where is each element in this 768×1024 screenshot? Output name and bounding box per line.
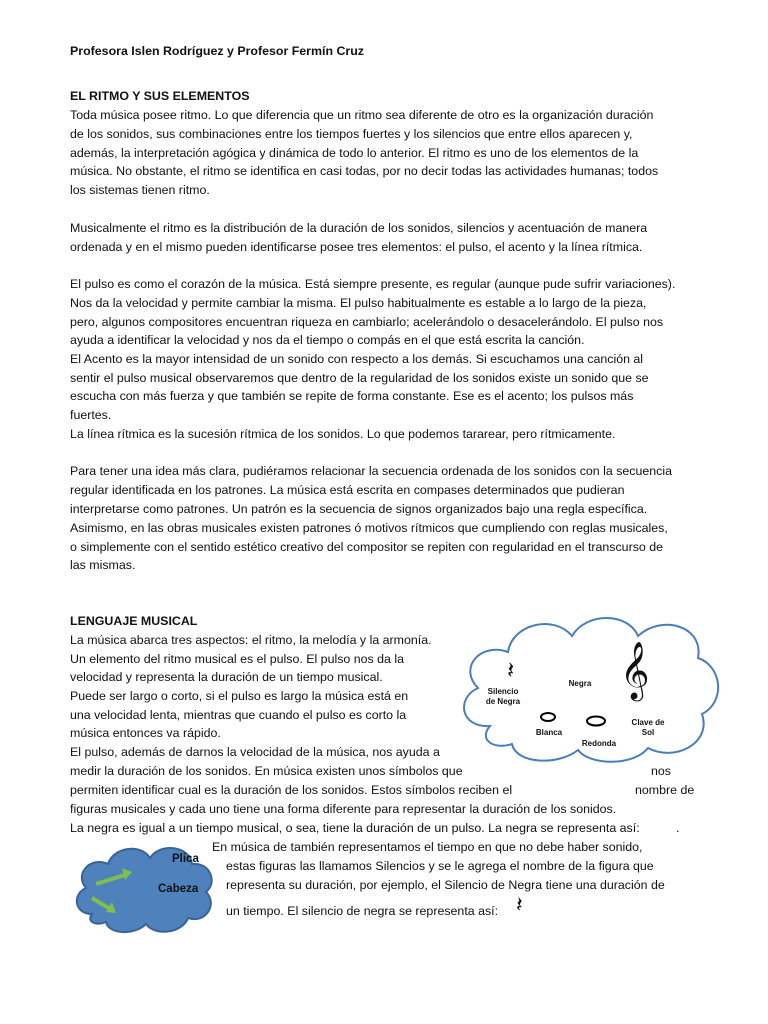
negra-label: Negra [568, 679, 592, 688]
section-title: LENGUAJE MUSICAL [70, 614, 198, 628]
quarter-rest-icon: 𝄽 [516, 893, 523, 918]
half-note-icon [584, 714, 608, 728]
paragraph-line: figuras musicales y cada uno tiene una forma diferente para representar la duración de los sonidos. [70, 802, 617, 816]
paragraph-line: La línea rítmica es la sucesión rítmica de los sonidos. Lo que podemos tararear, pero rítmicamente. [70, 427, 616, 441]
paragraph-line: permiten identificar cual es la duración de los sonidos. Estos símbolos reciben el [70, 783, 513, 797]
section-title: EL RITMO Y SUS ELEMENTOS [70, 89, 250, 103]
paragraph-line: Musicalmente el ritmo es la distribución de la duración de los sonidos, silencios y acentuación de manera [70, 221, 648, 235]
paragraph-line: además, la interpretación agógica y dinámica de todo lo anterior. El ritmo es uno de los elementos de la [70, 146, 639, 160]
paragraph-line: sentir el pulso musical observaremos que dentro de la regularidad de los sonidos existe un sonido que se [70, 371, 649, 385]
paragraph-line: ayuda a identificar la velocidad y nos da el tiempo o compás en el que está escrita la canción. [70, 333, 585, 347]
paragraph-line: velocidad y representa la duración de un tiempo musical. [70, 670, 383, 684]
quarter-rest-icon: 𝄽 [507, 656, 515, 684]
paragraph-line: representa su duración, por ejemplo, el Silencio de Negra tiene una duración de [226, 878, 665, 892]
blanca-label: Blanca [535, 728, 563, 737]
clave-sol-label-line1: Clave de [631, 718, 665, 727]
paragraph-line: o simplemente con el sentido estético creativo del compositor se repiten con regularidad en el transcurso de [70, 540, 664, 554]
paragraph-line: Para tener una idea más clara, pudiéramos relacionar la secuencia ordenada de los sonidos con la secuencia [70, 464, 672, 478]
paragraph-line: un tiempo. El silencio de negra se representa así: [226, 904, 499, 918]
paragraph-line: . [676, 821, 680, 835]
silencio-negra-label [474, 687, 532, 707]
paragraph-line: pero, algunos compositores encuentran riqueza en cambiarlo; acelerándolo o desacelerándolo. El pulso nos [70, 315, 664, 329]
paragraph-line: El Acento es la mayor intensidad de un sonido con respecto a los demás. Si escuchamos una canción al [70, 352, 644, 366]
author-line: Profesora Islen Rodríguez y Profesor Fermín Cruz [70, 44, 364, 58]
paragraph-line: En música de también representamos el tiempo en que no debe haber sonido, [212, 840, 643, 854]
paragraph-line: música entonces va rápido. [70, 726, 221, 740]
plica-label: Plica [172, 853, 199, 865]
paragraph-line: Puede ser largo o corto, si el pulso es largo la música está en [70, 689, 409, 703]
cabeza-label: Cabeza [158, 883, 199, 895]
paragraph-line: música. No obstante, el ritmo se identifica en casi todas, por no decir todas las actividades humanas; todos [70, 164, 659, 178]
paragraph-line: estas figuras las llamamos Silencios y se le agrega el nombre de la figura que [226, 859, 654, 873]
treble-clef-icon: 𝄞 [620, 641, 650, 699]
paragraph-line: Un elemento del ritmo musical es el pulso. El pulso nos da la [70, 652, 405, 666]
silencio-negra-label-line1: Silencio [487, 687, 519, 696]
whole-note-icon [538, 711, 558, 723]
redonda-label: Redonda [581, 739, 617, 748]
paragraph-line: Asimismo, en las obras musicales existen patrones ó motivos rítmicos que cumpliendo con reglas musicales, [70, 521, 668, 535]
paragraph-line: las mismas. [70, 558, 136, 572]
paragraph-line: nos [651, 764, 671, 778]
paragraph-line: regular identificada en los patrones. La música está escrita en compases determinados que pudieran [70, 483, 625, 497]
paragraph-line: de los sonidos, sus combinaciones entre los tiempos fuertes y los silencios que entre ellos aparecen y, [70, 127, 633, 141]
paragraph-line: Toda música posee ritmo. Lo que diferencia que un ritmo sea diferente de otro es la organización duración [70, 108, 654, 122]
paragraph-line: ordenada y en el mismo pueden identificarse posee tres elementos: el pulso, el acento y la línea rítmica. [70, 240, 643, 254]
paragraph-line: medir la duración de los sonidos. En música existen unos símbolos que [70, 764, 463, 778]
paragraph-line: escucha con más fuerza y que también se repite de forma constante. Ese es el acento; los pulsos más [70, 389, 634, 403]
paragraph-line: interpretarse como patrones. Un patrón es la secuencia de signos organizados bajo una regla específica. [70, 502, 648, 516]
paragraph-line: fuertes. [70, 408, 112, 422]
clave-sol-label [624, 718, 672, 738]
paragraph-line: La negra es igual a un tiempo musical, o sea, tiene la duración de un pulso. La negra se representa así: [70, 821, 640, 835]
paragraph-line: Nos da la velocidad y permite cambiar la misma. El pulso habitualmente es estable a lo largo de la pieza, [70, 296, 647, 310]
silencio-negra-label-line2: de Negra [485, 697, 521, 706]
paragraph-line: El pulso es como el corazón de la música. Está siempre presente, es regular (aunque pude sufrir variaciones). [70, 277, 676, 291]
paragraph-line: El pulso, además de darnos la velocidad de la música, nos ayuda a [70, 745, 440, 759]
paragraph-line: una velocidad lenta, mientras que cuando el pulso es corto la [70, 708, 407, 722]
paragraph-line: los sistemas tienen ritmo. [70, 183, 210, 197]
paragraph-line: La música abarca tres aspectos: el ritmo, la melodía y la armonía. [70, 633, 432, 647]
paragraph-line: nombre de [635, 783, 695, 797]
clave-sol-label-line2: Sol [641, 728, 655, 737]
